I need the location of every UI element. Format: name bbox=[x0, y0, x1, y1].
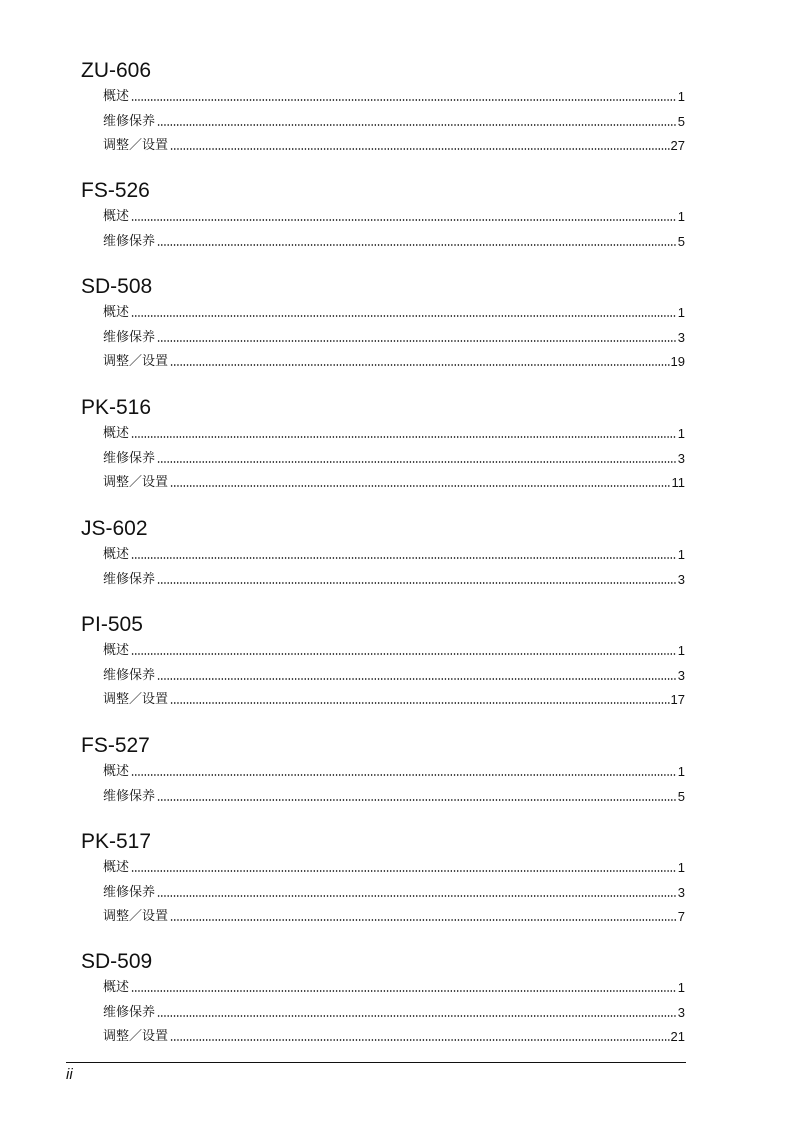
footer-page-number: ii bbox=[66, 1066, 73, 1083]
dot-leader bbox=[131, 314, 677, 318]
section-title: SD-508 bbox=[81, 275, 153, 298]
toc-entry-page-number: 3 bbox=[677, 450, 685, 466]
toc-entry-page-number: 19 bbox=[670, 354, 685, 369]
toc-entry-label: 调整／设置 bbox=[103, 1029, 169, 1044]
dot-leader bbox=[157, 123, 677, 127]
toc-entry-page-number: 11 bbox=[671, 475, 685, 490]
dot-leader bbox=[131, 652, 677, 656]
toc-entry-page-number: 1 bbox=[677, 764, 685, 779]
toc-entry[interactable] bbox=[103, 546, 685, 564]
toc-entry-page-number: 3 bbox=[677, 884, 685, 900]
dot-leader bbox=[131, 435, 677, 439]
toc-entry[interactable] bbox=[103, 1028, 685, 1046]
toc-entry-label: 概述 bbox=[103, 89, 130, 104]
dot-leader bbox=[170, 701, 670, 705]
toc-entry[interactable] bbox=[103, 450, 685, 468]
dot-leader bbox=[131, 869, 677, 873]
section-title: FS-526 bbox=[81, 179, 150, 202]
toc-entry[interactable] bbox=[103, 642, 685, 660]
toc-entry-page-number: 1 bbox=[677, 426, 685, 441]
dot-leader bbox=[170, 484, 670, 488]
section-title: ZU-606 bbox=[81, 59, 152, 82]
section-title: JS-602 bbox=[81, 517, 148, 540]
toc-entry-label: 维修保养 bbox=[103, 667, 156, 683]
toc-entry-label: 概述 bbox=[103, 980, 130, 995]
toc-entry-label: 调整／设置 bbox=[103, 475, 169, 490]
toc-entry-page-number: 5 bbox=[677, 788, 685, 804]
section-title: SD-509 bbox=[81, 950, 153, 973]
toc-entry[interactable] bbox=[103, 1004, 685, 1022]
toc-entry-page-number: 3 bbox=[677, 329, 685, 345]
toc-entry[interactable] bbox=[103, 208, 685, 226]
toc-entry-page-number: 3 bbox=[677, 1004, 685, 1020]
toc-entry[interactable] bbox=[103, 329, 685, 347]
toc-entry-label: 维修保养 bbox=[103, 884, 156, 900]
section-title: FS-527 bbox=[81, 734, 150, 757]
dot-leader bbox=[170, 1038, 670, 1042]
toc-entry-label: 调整／设置 bbox=[103, 138, 169, 153]
toc-entry[interactable] bbox=[103, 884, 685, 902]
toc-entry-page-number: 1 bbox=[677, 643, 685, 658]
toc-entry[interactable] bbox=[103, 667, 685, 685]
toc-entry-label: 调整／设置 bbox=[103, 909, 169, 924]
dot-leader bbox=[157, 677, 677, 681]
toc-entry-label: 维修保养 bbox=[103, 450, 156, 466]
toc-entry[interactable] bbox=[103, 788, 685, 806]
toc-entry-label: 概述 bbox=[103, 305, 130, 320]
toc-entry[interactable] bbox=[103, 691, 685, 709]
toc-entry-label: 维修保养 bbox=[103, 1004, 156, 1020]
section-title: PI-505 bbox=[81, 613, 143, 636]
toc-entry-label: 维修保养 bbox=[103, 329, 156, 345]
toc-entry-label: 概述 bbox=[103, 209, 130, 224]
toc-entry[interactable] bbox=[103, 304, 685, 322]
toc-entry-page-number: 3 bbox=[677, 667, 685, 683]
dot-leader bbox=[131, 98, 677, 102]
toc-entry-page-number: 7 bbox=[677, 909, 685, 924]
dot-leader bbox=[157, 1014, 677, 1018]
toc-entry-label: 调整／设置 bbox=[103, 354, 169, 369]
toc-entry[interactable] bbox=[103, 859, 685, 877]
toc-entry-page-number: 1 bbox=[677, 980, 685, 995]
toc-entry-page-number: 17 bbox=[670, 692, 685, 707]
toc-entry-page-number: 27 bbox=[670, 138, 685, 153]
toc-entry-label: 概述 bbox=[103, 426, 130, 441]
section-title: PK-516 bbox=[81, 396, 152, 419]
toc-entry[interactable] bbox=[103, 474, 685, 492]
toc-entry[interactable] bbox=[103, 113, 685, 131]
dot-leader bbox=[170, 147, 670, 151]
toc-entry[interactable] bbox=[103, 908, 685, 926]
dot-leader bbox=[131, 218, 677, 222]
section-title: PK-517 bbox=[81, 830, 152, 853]
dot-leader bbox=[170, 363, 670, 367]
toc-entry-page-number: 3 bbox=[677, 571, 685, 587]
toc-entry-page-number: 1 bbox=[677, 305, 685, 320]
dot-leader bbox=[131, 556, 677, 560]
dot-leader bbox=[157, 581, 677, 585]
toc-entry-label: 概述 bbox=[103, 643, 130, 658]
toc-entry-page-number: 1 bbox=[677, 547, 685, 562]
dot-leader bbox=[131, 773, 677, 777]
toc-entry-page-number: 1 bbox=[677, 209, 685, 224]
dot-leader bbox=[157, 460, 677, 464]
toc-entry[interactable] bbox=[103, 425, 685, 443]
toc-entry-page-number: 1 bbox=[677, 89, 685, 104]
toc-entry-label: 维修保养 bbox=[103, 233, 156, 249]
dot-leader bbox=[157, 894, 677, 898]
toc-entry[interactable] bbox=[103, 88, 685, 106]
toc-entry-page-number: 5 bbox=[677, 233, 685, 249]
toc-entry-label: 概述 bbox=[103, 860, 130, 875]
toc-entry[interactable] bbox=[103, 233, 685, 251]
footer-rule bbox=[66, 1062, 686, 1063]
dot-leader bbox=[170, 918, 677, 922]
toc-entry[interactable] bbox=[103, 137, 685, 155]
toc-entry-label: 概述 bbox=[103, 764, 130, 779]
toc-entry-label: 概述 bbox=[103, 547, 130, 562]
toc-entry[interactable] bbox=[103, 571, 685, 589]
toc-entry[interactable] bbox=[103, 763, 685, 781]
toc-entry[interactable] bbox=[103, 979, 685, 997]
toc-entry-label: 维修保养 bbox=[103, 113, 156, 129]
dot-leader bbox=[131, 989, 677, 993]
toc-entry-label: 调整／设置 bbox=[103, 692, 169, 707]
toc-entry-label: 维修保养 bbox=[103, 788, 156, 804]
dot-leader bbox=[157, 243, 677, 247]
toc-entry-page-number: 21 bbox=[670, 1029, 685, 1044]
dot-leader bbox=[157, 339, 677, 343]
dot-leader bbox=[157, 798, 677, 802]
toc-entry-page-number: 1 bbox=[677, 860, 685, 875]
toc-entry-page-number: 5 bbox=[677, 113, 685, 129]
toc-entry-label: 维修保养 bbox=[103, 571, 156, 587]
toc-entry[interactable] bbox=[103, 353, 685, 371]
